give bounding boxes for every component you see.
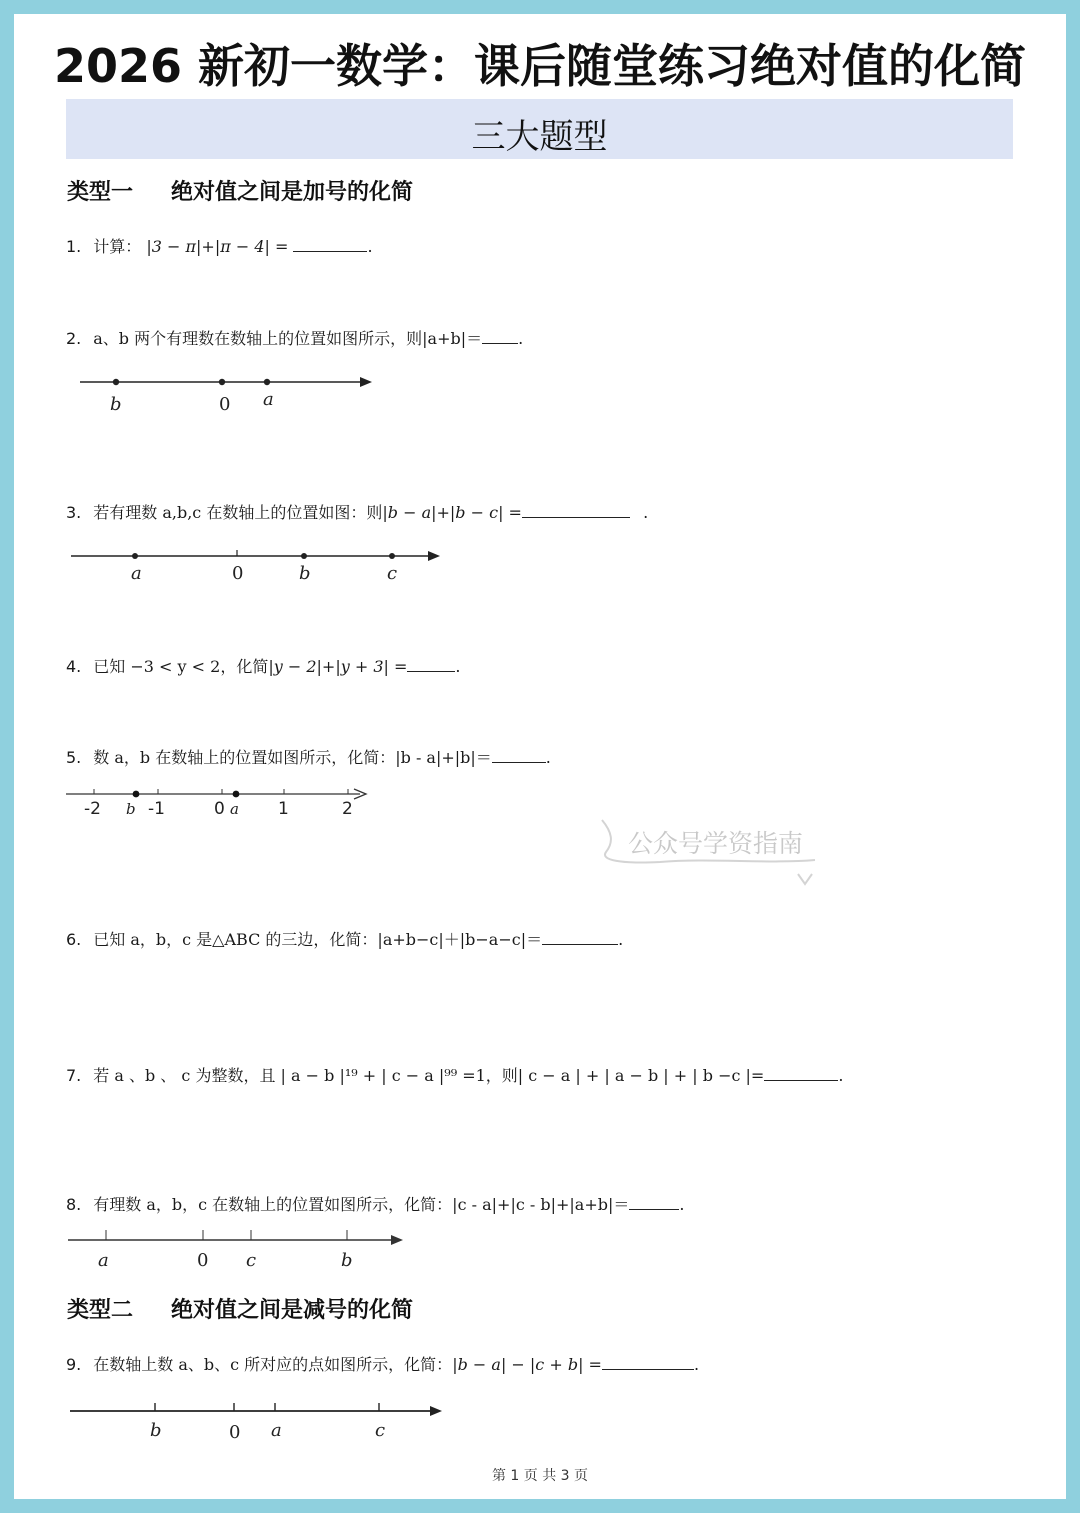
question-end: . [838, 1066, 844, 1085]
axis-label: a [271, 1420, 282, 1441]
axis-label: 0 [232, 563, 244, 584]
axis-label: a [98, 1250, 109, 1271]
axis-label: b [341, 1250, 353, 1271]
page-title: 2026 新初一数学：课后随堂练习绝对值的化简 [53, 39, 1027, 93]
question-text: 在数轴上数 a、b、c 所对应的点如图所示，化简： [93, 1355, 453, 1374]
axis-label: 2 [342, 799, 353, 819]
question-text: 若 a 、b 、 c 为整数，且 | a − b |¹⁹ + | c − a |⁹⁹ =1，则| c − a | + | a − b | + | b −c |= [93, 1066, 765, 1085]
axis-label: a [131, 563, 142, 584]
question-2 [66, 326, 523, 349]
banner [66, 99, 1013, 159]
question-end: . [545, 748, 551, 767]
question-end: . [693, 1355, 700, 1374]
question-number: 3. [66, 503, 82, 522]
section-label: 类型一 [67, 180, 134, 205]
answer-blank [764, 1066, 838, 1081]
question-text: a、b 两个有理数在数轴上的位置如图所示，则|a+b|＝ [93, 329, 483, 348]
question-expression: |y − 2|+|y + 3| = [268, 657, 408, 676]
question-number: 7. [66, 1066, 82, 1085]
question-9 [66, 1352, 699, 1375]
answer-blank [492, 748, 546, 763]
answer-blank [629, 1195, 679, 1210]
number-line-q3 [66, 544, 456, 589]
question-end: . [679, 1195, 685, 1214]
page-footer: 第 1 页 共 3 页 [491, 1468, 589, 1484]
axis-label: 0 [229, 1422, 241, 1443]
section-heading-1 [67, 175, 413, 206]
question-text: 若有理数 a,b,c 在数轴上的位置如图：则 [93, 503, 383, 522]
question-text: 已知 a，b，c 是△ABC 的三边，化简：|a+b−c|＋|b−a−c|＝ [93, 930, 543, 949]
question-1 [66, 234, 373, 257]
question-number: 2. [66, 329, 82, 348]
axis-label: a [230, 800, 239, 818]
axis-label: 0 [219, 394, 231, 415]
section-text: 绝对值之间是减号的化简 [171, 1298, 414, 1323]
answer-blank [522, 503, 630, 518]
question-number: 1. [66, 237, 82, 256]
number-line-q5 [64, 784, 384, 824]
section-heading-2 [67, 1293, 413, 1324]
axis-label: b [110, 394, 122, 415]
question-4 [66, 654, 460, 677]
answer-blank [482, 329, 518, 344]
question-text: 计算： [93, 237, 142, 256]
axis-label: 1 [278, 799, 289, 819]
question-text: 数 a，b 在数轴上的位置如图所示，化简：|b - a|+|b|＝ [93, 748, 492, 767]
section-label: 类型二 [67, 1298, 134, 1323]
question-6 [66, 927, 623, 950]
answer-blank [293, 237, 367, 252]
question-number: 5. [66, 748, 82, 767]
axis-label: c [375, 1420, 386, 1441]
question-number: 4. [66, 657, 82, 676]
question-expression: |b − a|+|b − c| = [382, 503, 522, 522]
axis-label: b [126, 800, 136, 818]
axis-label: a [263, 389, 274, 410]
answer-blank [542, 930, 618, 945]
watermark [600, 812, 830, 892]
number-line-q8 [66, 1226, 416, 1274]
axis-label: c [387, 563, 398, 584]
answer-blank [602, 1355, 694, 1370]
section-text: 绝对值之间是加号的化简 [171, 180, 414, 205]
axis-label: -1 [148, 799, 165, 819]
axis-label: 0 [197, 1250, 209, 1271]
axis-label: b [299, 563, 311, 584]
question-number: 9. [66, 1355, 82, 1374]
question-end: . [618, 930, 624, 949]
answer-blank [407, 657, 455, 672]
watermark-text: 公众号学资指南 [628, 829, 804, 858]
axis-label: b [150, 1420, 162, 1441]
banner-text: 三大题型 [471, 117, 608, 157]
question-end: . [455, 657, 461, 676]
axis-label: -2 [84, 799, 101, 819]
question-expression: |3 − π|+|π − 4| = [146, 237, 289, 256]
question-text: 已知 −3 < y < 2，化简 [93, 657, 269, 676]
question-text: 有理数 a，b，c 在数轴上的位置如图所示，化简：|c - a|+|c - b|+|a+b|＝ [93, 1195, 630, 1214]
question-7 [66, 1063, 843, 1086]
question-number: 6. [66, 930, 82, 949]
question-end: . [518, 329, 524, 348]
question-expression: |b − a| − |c + b| = [452, 1355, 602, 1374]
number-line-q9 [66, 1398, 456, 1446]
question-end: . [367, 237, 373, 256]
question-5 [66, 745, 551, 768]
question-3 [66, 500, 648, 523]
number-line-q2 [70, 368, 390, 418]
axis-label: 0 [214, 799, 225, 819]
question-end: . [643, 503, 649, 522]
axis-label: c [246, 1250, 257, 1271]
question-number: 8. [66, 1195, 82, 1214]
question-8 [66, 1192, 684, 1215]
